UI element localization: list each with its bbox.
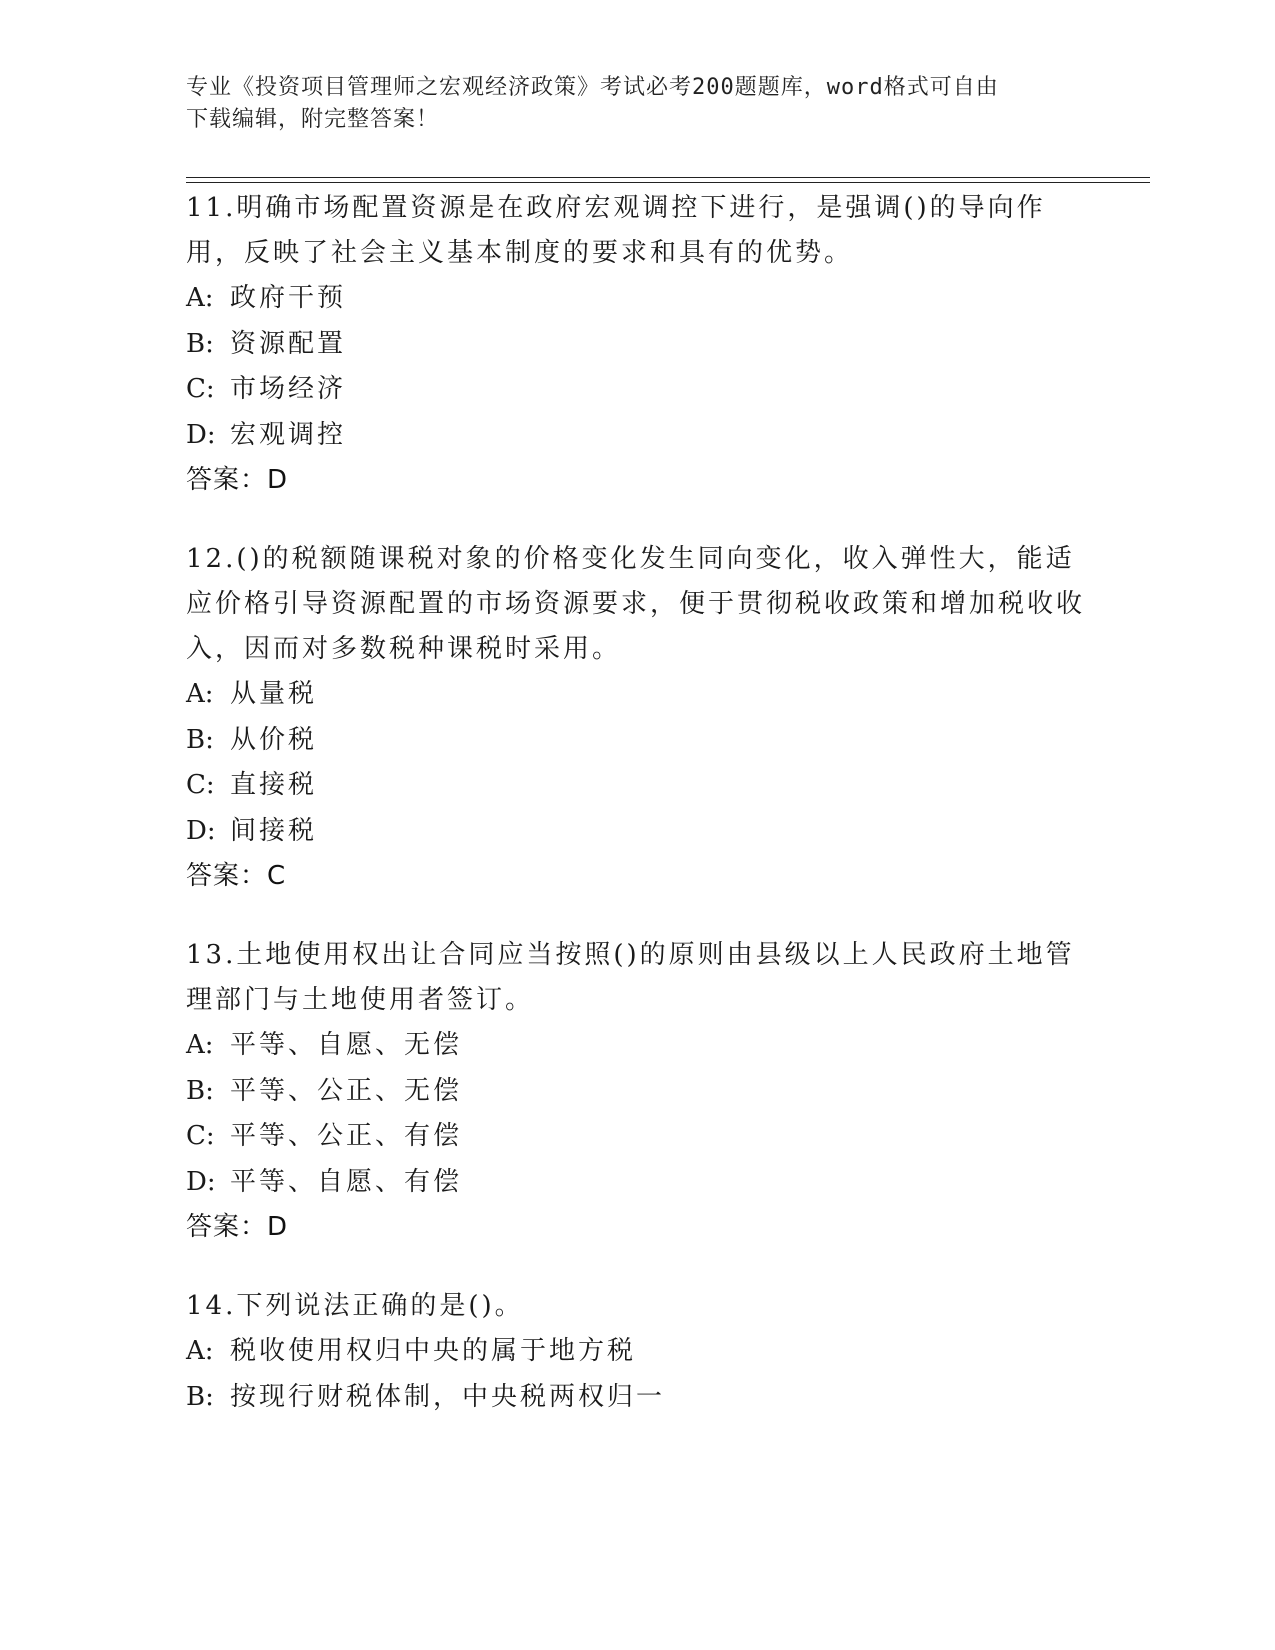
option-text: 平等、公正、有偿 xyxy=(230,1121,463,1151)
question-13 xyxy=(186,933,1086,1250)
option-list xyxy=(186,1023,1086,1205)
header-divider-top xyxy=(186,177,1150,178)
option-key: C: xyxy=(186,770,215,800)
option-text: 宏观调控 xyxy=(230,419,347,450)
option-text: 平等、公正、无偿 xyxy=(230,1075,463,1106)
option-key: C: xyxy=(186,374,215,404)
answer-line: 答案：D xyxy=(186,465,289,495)
option-d xyxy=(186,413,1086,459)
option-key: A: xyxy=(186,1030,214,1060)
option-c xyxy=(186,367,1086,413)
option-key: B: xyxy=(186,1381,214,1412)
answer-line: 答案：C xyxy=(186,861,287,891)
question-stem: 13.土地使用权出让合同应当按照()的原则由县级以上人民政府土地管理部门与土地使用者签订。 xyxy=(186,940,1075,1015)
header-title-line-2: 下载编辑，附完整答案！ xyxy=(186,107,440,132)
option-list xyxy=(186,1329,1086,1420)
option-text: 直接税 xyxy=(230,770,318,800)
document-header xyxy=(186,72,1066,136)
option-text: 从价税 xyxy=(230,724,318,755)
option-d xyxy=(186,1160,1086,1206)
option-a xyxy=(186,1023,1086,1069)
question-11 xyxy=(186,186,1086,503)
option-text: 税收使用权归中央的属于地方税 xyxy=(230,1336,637,1366)
option-d xyxy=(186,809,1086,855)
option-text: 从量税 xyxy=(230,679,318,709)
option-text: 资源配置 xyxy=(230,328,347,359)
option-b xyxy=(186,322,1086,368)
option-list xyxy=(186,276,1086,458)
option-text: 平等、自愿、有偿 xyxy=(230,1166,463,1197)
option-text: 平等、自愿、无偿 xyxy=(230,1030,463,1060)
option-key: D: xyxy=(186,419,216,450)
option-key: C: xyxy=(186,1121,215,1151)
option-c xyxy=(186,763,1086,809)
option-a xyxy=(186,672,1086,718)
option-key: B: xyxy=(186,1075,214,1106)
option-key: A: xyxy=(186,283,214,313)
header-title-line-1: 专业《投资项目管理师之宏观经济政策》考试必考200题题库，word格式可自由 xyxy=(186,75,999,100)
answer-line: 答案：D xyxy=(186,1212,289,1242)
option-key: B: xyxy=(186,328,214,359)
question-14 xyxy=(186,1284,1086,1420)
question-stem: 11.明确市场配置资源是在政府宏观调控下进行，是强调()的导向作用，反映了社会主义基本制度的要求和具有的优势。 xyxy=(186,193,1046,268)
question-stem: 12.()的税额随课税对象的价格变化发生同向变化，收入弹性大，能适应价格引导资源配置的市场资源要求，便于贯彻税收政策和增加税收收入，因而对多数税种课税时采用。 xyxy=(186,544,1086,664)
option-key: A: xyxy=(186,679,214,709)
option-b xyxy=(186,718,1086,764)
option-c xyxy=(186,1114,1086,1160)
option-a xyxy=(186,1329,1086,1375)
option-list xyxy=(186,672,1086,854)
option-b xyxy=(186,1069,1086,1115)
option-text: 政府干预 xyxy=(230,283,347,313)
question-list xyxy=(186,186,1086,1454)
option-text: 按现行财税体制，中央税两权归一 xyxy=(230,1381,666,1412)
option-text: 间接税 xyxy=(230,815,318,846)
option-key: D: xyxy=(186,1166,216,1197)
question-stem: 14.下列说法正确的是()。 xyxy=(186,1291,524,1321)
option-b xyxy=(186,1375,1086,1421)
question-12 xyxy=(186,537,1086,899)
option-key: B: xyxy=(186,724,214,755)
option-key: D: xyxy=(186,815,216,846)
option-text: 市场经济 xyxy=(230,374,347,404)
option-a xyxy=(186,276,1086,322)
option-key: A: xyxy=(186,1336,214,1366)
header-divider-bottom xyxy=(186,182,1150,183)
